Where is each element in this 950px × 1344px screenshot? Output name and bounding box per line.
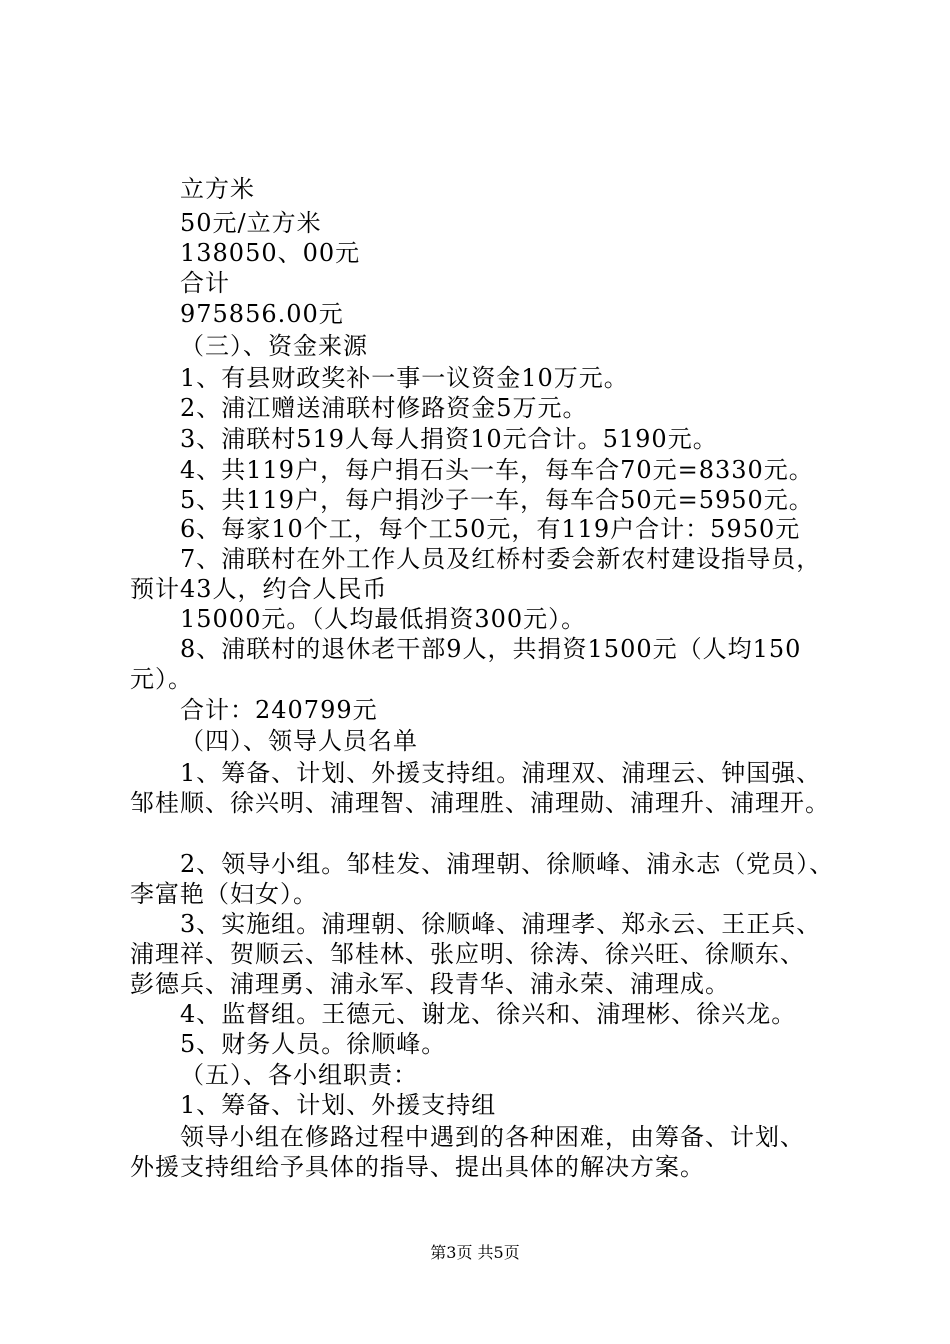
text-line: 975856.00元 xyxy=(180,300,344,328)
text-line: 预计43人，约合人民币 xyxy=(130,575,388,603)
text-line: 合计 xyxy=(180,269,230,297)
text-line: 3、实施组。浦理朝、徐顺峰、浦理孝、郑永云、王正兵、 xyxy=(180,910,822,938)
page-number-footer: 第3页 共5页 xyxy=(430,1243,520,1262)
text-line: 4、监督组。王德元、谢龙、徐兴和、浦理彬、徐兴龙。 xyxy=(180,1000,797,1028)
text-line: 外援支持组给予具体的指导、提出具体的解决方案。 xyxy=(130,1153,705,1181)
text-line: 5、财务人员。徐顺峰。 xyxy=(180,1030,447,1058)
text-line: 6、每家10个工，每个工50元，有119户合计：5950元 xyxy=(180,515,801,543)
section-heading: （三）、资金来源 xyxy=(180,332,368,360)
text-line: 2、领导小组。邹桂发、浦理朝、徐顺峰、浦永志（党员）、 xyxy=(180,850,835,878)
text-line: 2、浦江赠送浦联村修路资金5万元。 xyxy=(180,394,588,422)
text-line: 4、共119户，每户捐石头一车，每车合70元=8330元。 xyxy=(180,456,814,484)
text-line: 138050、00元 xyxy=(180,239,361,267)
text-line: 1、有县财政奖补一事一议资金10万元。 xyxy=(180,364,629,392)
text-line: 3、浦联村519人每人捐资10元合计。5190元。 xyxy=(180,425,718,453)
text-line: 15000元。（人均最低捐资300元）。 xyxy=(180,605,587,633)
text-line: 李富艳（妇女）。 xyxy=(130,880,318,908)
text-line: 合计：240799元 xyxy=(180,696,378,724)
text-line: 8、浦联村的退休老干部9人，共捐资1500元（人均150 xyxy=(180,635,802,663)
text-line: 7、浦联村在外工作人员及红桥村委会新农村建设指导员， xyxy=(180,545,822,573)
text-line: 邹桂顺、徐兴明、浦理智、浦理胜、浦理勋、浦理升、浦理开。 xyxy=(130,789,830,817)
text-line: 1、筹备、计划、外援支持组 xyxy=(180,1091,497,1119)
section-heading: （四）、领导人员名单 xyxy=(180,727,418,755)
text-line: 领导小组在修路过程中遇到的各种困难，由筹备、计划、 xyxy=(180,1123,805,1151)
text-line: 50元/立方米 xyxy=(180,209,322,237)
text-line: 5、共119户，每户捐沙子一车，每车合50元=5950元。 xyxy=(180,486,814,514)
text-line: 立方米 xyxy=(180,175,255,203)
text-line: 彭德兵、浦理勇、浦永军、段青华、浦永荣、浦理成。 xyxy=(130,970,730,998)
text-line: 元）。 xyxy=(130,665,193,693)
section-heading: （五）、各小组职责： xyxy=(180,1061,418,1089)
text-line: 1、筹备、计划、外援支持组。浦理双、浦理云、钟国强、 xyxy=(180,759,822,787)
text-line: 浦理祥、贺顺云、邹桂林、张应明、徐涛、徐兴旺、徐顺东、 xyxy=(130,940,805,968)
